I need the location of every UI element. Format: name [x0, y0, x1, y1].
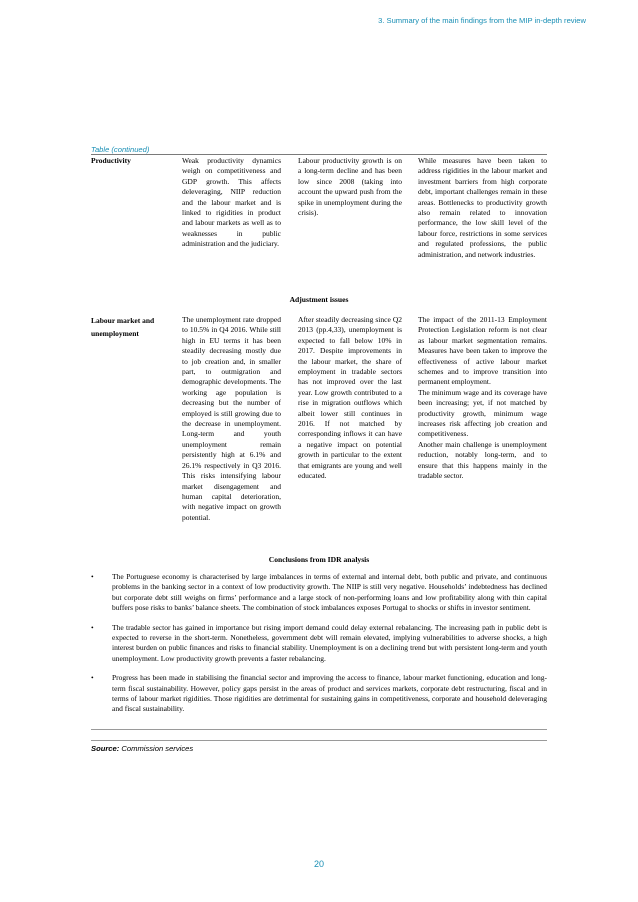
policy-paragraph: The impact of the 2011-13 Employment Protection Legislation reform is not clear as labour market segmentation remains. Measures have been taken to improve the effectiveness of active labour market schemes and to improve transition into permanent employment. [418, 315, 547, 387]
row-evolution-cell: After steadily decreasing since Q2 2013 (pp.4,33), unemployment is expected to fall below 10% in 2017. Despite improvements in the labour market, the share of employment in tradable sectors has not improved over the last year. Low growth contributed to a rise in migration outflows which albeit lower still continues in 2016. If not matched by corresponding inflows it can have a negative impact on potential growth in particular to the extent that emigrants are young and well educated. [298, 315, 402, 481]
source-text: Commission services [121, 744, 194, 753]
table-top-rule [91, 154, 547, 155]
conclusion-item [91, 673, 547, 715]
row-category: Productivity [91, 156, 131, 165]
conclusion-item [91, 572, 547, 614]
conclusion-item [91, 623, 547, 665]
bullet-icon: • [91, 673, 94, 683]
conclusion-text: Progress has been made in stabilising the financial sector and improving the access to finance, labour market functioning, education and long-term fiscal sustainability. However, policy gaps persist in the areas of product and services markets, corporate debt restructuring, fiscal and in terms of labour market rigidities. Those rigidities are detrimental for sustaining gains in competitiveness, corporate and household deleveraging and fiscal sustainability. [112, 673, 547, 714]
table-bottom-rule [91, 729, 547, 730]
row-evolution-cell: Labour productivity growth is on a long-term decline and has been low since 2008 (taking into account the upward push from the spike in unemployment during the crisis). [298, 156, 402, 218]
conclusions-list [91, 572, 547, 724]
conclusion-text: The tradable sector has gained in importance but rising import demand could delay external rebalancing. The increasing path in public debt is expected to reverse in the short-term. Nonetheless, government debt will remain elevated, implying vulnerabilities to adverse shocks, a high interest burden on public finances and risks to financial stability. Unemployment is on a declining trend but with persistent long-term and youth unemployment. Low productivity growth prevents a faster rebalancing. [112, 622, 547, 663]
policy-paragraph: The minimum wage and its coverage have been increasing; yet, if not matched by productivity growth, minimum wage increases risk affecting job creation and competitiveness. [418, 387, 547, 439]
bullet-icon: • [91, 622, 94, 632]
conclusion-text: The Portuguese economy is characterised by large imbalances in terms of external and internal debt, both public and private, and continuous problems in the banking sector in a context of low productivity growth. The NIIP is still very negative. Households’ indebtedness has declined but corporate debt still weighs on firms’ performance and a large stock of non-performing loans and low profitability along with thin capital buffers pose risks to banks’ balance sheets. The combination of stock imbalances exposes Portugal to shocks or shifts in investor sentiment. [112, 572, 547, 613]
row-imbalance-cell: The unemployment rate dropped to 10.5% in Q4 2016. While still high in EU terms it has been steadily decreasing mostly due to job creation and, in smaller part, to outmigration and demographic developments. The working age population is decreasing but the number of employed is still growing due to the decrease in unemployment. Long-term and youth unemployment remain persistently high at 6.1% and 26.1% respectively in Q3 2016. This risks intensifying labour market disengagement and human capital deterioration, with negative impact on growth potential. [182, 315, 281, 522]
row-imbalance-cell: Weak productivity dynamics weigh on competitiveness and GDP growth. This affects deleveraging, NIIP reduction and the labour market and is linked to rigidities in product and labour markets as well as to weaknesses in public administration and the judiciary. [182, 156, 281, 249]
running-header: 3. Summary of the main findings from the MIP in-depth review [378, 16, 586, 25]
page-number: 20 [313, 859, 324, 869]
row-policy-cell: While measures have been taken to address rigidities in the labour market and investment barriers from high corporate debt, important challenges remain in these areas. Bottlenecks to productivity growth also remain related to innovation performance, the low skill level of the labour force, restrictions in some services and regulated professions, the public administration, and network industries. [418, 156, 547, 259]
source-label: Source: [91, 744, 120, 753]
section-heading-adjustment: Adjustment issues [289, 295, 349, 304]
row-category: Labour market and unemployment [91, 316, 155, 338]
bullet-icon: • [91, 572, 94, 581]
table-caption: Table (continued) [91, 145, 150, 154]
source-rule [91, 740, 547, 741]
source-note [91, 744, 193, 753]
section-heading-conclusions: Conclusions from IDR analysis [268, 555, 370, 564]
policy-paragraph: Another main challenge is unemployment reduction, notably long-term, and to ensure that this happens mainly in the tradable sector. [418, 439, 547, 481]
row-policy-cell [418, 315, 547, 482]
